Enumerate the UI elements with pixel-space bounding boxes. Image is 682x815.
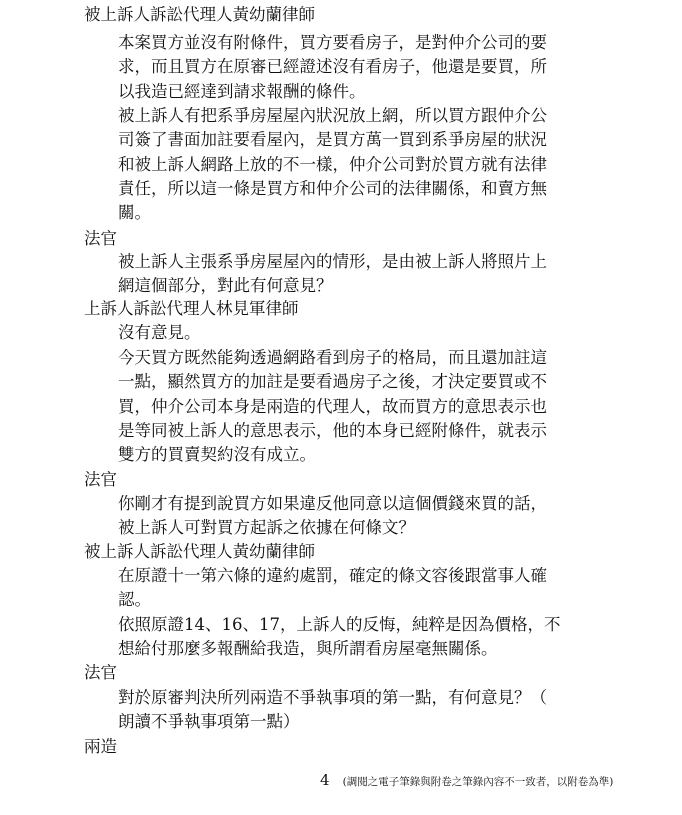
- page-number: 4: [320, 771, 330, 789]
- statement-line: 買，仲介公司本身是兩造的代理人，故而買方的意思表示也: [118, 396, 547, 416]
- statement-line: 責任，所以這一條是買方和仲介公司的法律關係，和賣方無: [118, 178, 547, 198]
- statement-paragraph: [118, 686, 588, 735]
- statement-paragraph: [118, 613, 588, 662]
- statement-line: 一點，顯然買方的加註是要看過房子之後，才決定要買或不: [118, 372, 547, 392]
- statement-paragraph: [118, 250, 588, 299]
- statement-line: 網這個部分，對此有何意見？: [118, 276, 333, 296]
- speaker-label: 被上訴人訴訟代理人黃幼蘭律師: [84, 542, 315, 561]
- statement-line: 朗讀不爭執事項第一點）: [118, 712, 300, 732]
- speaker-label: 上訴人訴訟代理人林見軍律師: [84, 299, 299, 318]
- statement-paragraph: [118, 492, 588, 541]
- statement-paragraph: [118, 104, 588, 225]
- statement-line: 在原證十一第六條的違約處罰，確定的條文容後跟當事人確: [118, 566, 547, 585]
- statement-line: 和被上訴人網路上放的不一樣，仲介公司對於買方就有法律: [118, 154, 547, 174]
- statement-line: 關。: [118, 203, 151, 223]
- statement-line: 是等同被上訴人的意思表示，他的本身已經附條件，就表示: [118, 420, 547, 440]
- statement-line: 雙方的買賣契約沒有成立。: [118, 445, 316, 465]
- statement-line: 被上訴人可對買方起訴之依據在何條文？: [118, 518, 415, 538]
- statement-line: 你剛才有提到說買方如果違反他同意以這個價錢來買的話，: [118, 494, 547, 513]
- statement-paragraph: [118, 346, 588, 467]
- statement-line: 今天買方既然能夠透過網路看到房子的格局，而且還加註這: [118, 348, 547, 367]
- statement-line: 被上訴人主張系爭房屋屋內的情形，是由被上訴人將照片上: [118, 252, 547, 271]
- statement-line: 求，而且買方在原審已經證述沒有看房子，他還是要買，所: [118, 57, 547, 77]
- statement-line: 以我造已經達到請求報酬的條件。: [118, 81, 366, 101]
- statement-line: 認。: [118, 590, 151, 610]
- statement-line: 想給付那麼多報酬給我造，與所謂看房屋毫無關係。: [118, 639, 498, 659]
- footer-note: (調閱之電子筆錄與附卷之筆錄內容不一致者，以附卷為準): [342, 776, 614, 788]
- speaker-label: 法官: [84, 229, 117, 248]
- speaker-label: 被上訴人訴訟代理人黃幼蘭律師: [84, 5, 315, 24]
- statement-line: 對於原審判決所列兩造不爭執事項的第一點，有何意見？（: [118, 688, 547, 707]
- speaker-label: 兩造: [84, 737, 117, 756]
- speaker-label: 法官: [84, 663, 117, 682]
- statement-paragraph: [118, 31, 588, 104]
- page-footer: [320, 770, 613, 789]
- statement-line: 司簽了書面加註要看屋內，是買方萬一買到系爭房屋的狀況: [118, 130, 547, 150]
- statement-line: 本案買方並沒有附條件，買方要看房子，是對仲介公司的要: [118, 33, 547, 52]
- statement-line: 依照原證14、16、17，上訴人的反悔，純粹是因為價格，不: [118, 615, 561, 634]
- statement-line: 被上訴人有把系爭房屋屋內狀況放上網，所以買方跟仲介公: [118, 106, 547, 125]
- speaker-label: 法官: [84, 470, 117, 489]
- statement-line: 沒有意見。: [118, 323, 201, 342]
- statement-paragraph: [118, 564, 588, 613]
- statement-paragraph: [118, 321, 588, 345]
